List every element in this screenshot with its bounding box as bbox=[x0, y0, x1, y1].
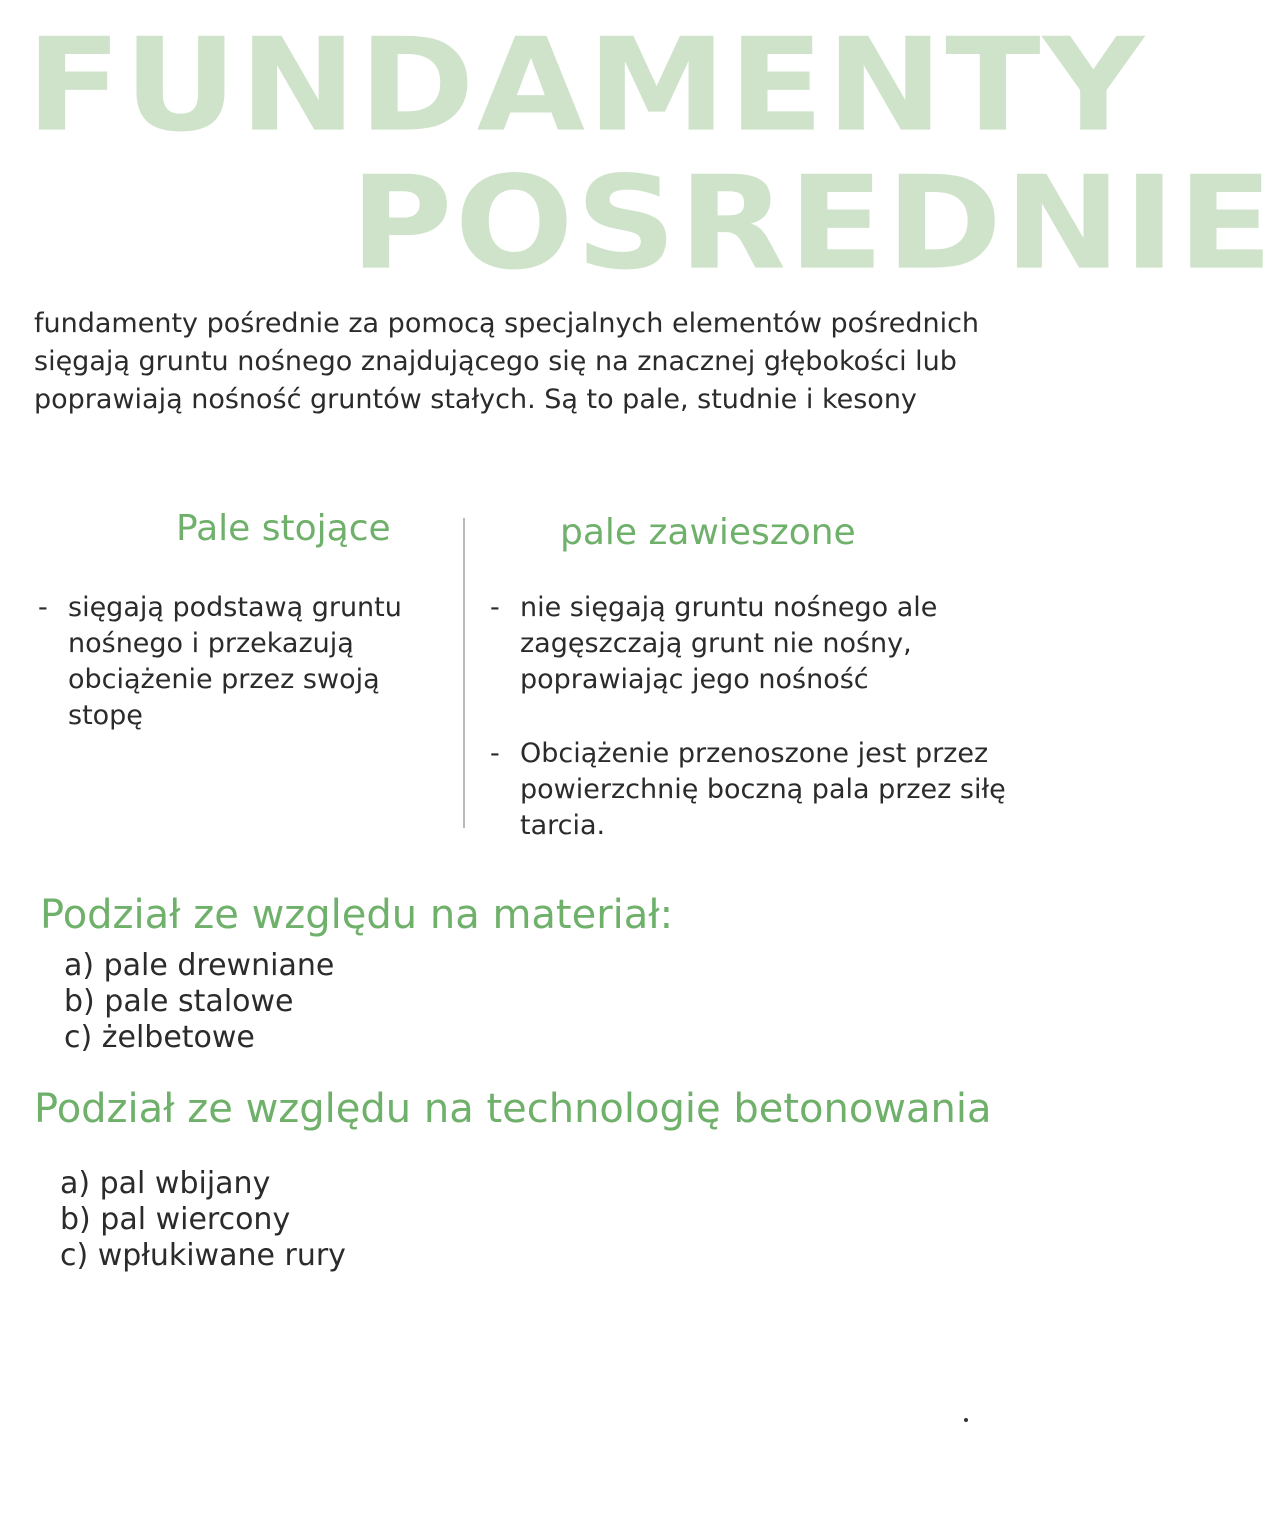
bullet-dash: - bbox=[490, 592, 500, 623]
bullet-dash: - bbox=[490, 738, 500, 769]
bullet-text: Obciążenie przenoszone jest przez powierzchnię boczną pala przez siłę tarcia. bbox=[520, 738, 1006, 841]
bullet-text: nie sięgają gruntu nośnego ale zagęszczają grunt nie nośny, poprawiając jego nośność bbox=[520, 592, 938, 695]
list-item: a) pale drewniane bbox=[64, 948, 335, 983]
list-item: b) pal wiercony bbox=[60, 1202, 291, 1237]
bullet-pale-zawieszone-2 bbox=[490, 736, 1020, 844]
list-item: b) pale stalowe bbox=[64, 984, 294, 1019]
heading-pale-zawieszone: pale zawieszone bbox=[560, 512, 856, 553]
heading-podzial-technologia: Podział ze względu na technologię betonowania bbox=[34, 1086, 992, 1132]
page-title-line1: FUNDAMENTY bbox=[26, 10, 1147, 161]
bullet-dash: - bbox=[38, 592, 48, 623]
intro-paragraph: fundamenty pośrednie za pomocą specjalnych elementów pośrednich sięgają gruntu nośnego znajdującego się na znacznej głębokości lub poprawiają nośność gruntów stałych. Są to pale, studnie i kesony bbox=[34, 308, 980, 415]
column-divider bbox=[463, 518, 465, 828]
bullet-pale-zawieszone-1 bbox=[490, 590, 990, 698]
list-material bbox=[64, 948, 334, 1056]
list-item: c) żelbetowe bbox=[64, 1020, 255, 1055]
heading-podzial-material: Podział ze względu na materiał: bbox=[40, 892, 674, 938]
list-item: c) wpłukiwane rury bbox=[60, 1238, 346, 1273]
list-item: a) pal wbijany bbox=[60, 1166, 271, 1201]
bullet-text: sięgają podstawą gruntu nośnego i przekazują obciążenie przez swoją stopę bbox=[68, 592, 402, 731]
page-title-line2: POSREDNIE bbox=[350, 148, 1275, 299]
list-technologia bbox=[60, 1166, 346, 1274]
heading-pale-stojace: Pale stojące bbox=[176, 508, 391, 549]
stray-dot bbox=[964, 1418, 968, 1422]
bullet-pale-stojace-1 bbox=[38, 590, 438, 734]
